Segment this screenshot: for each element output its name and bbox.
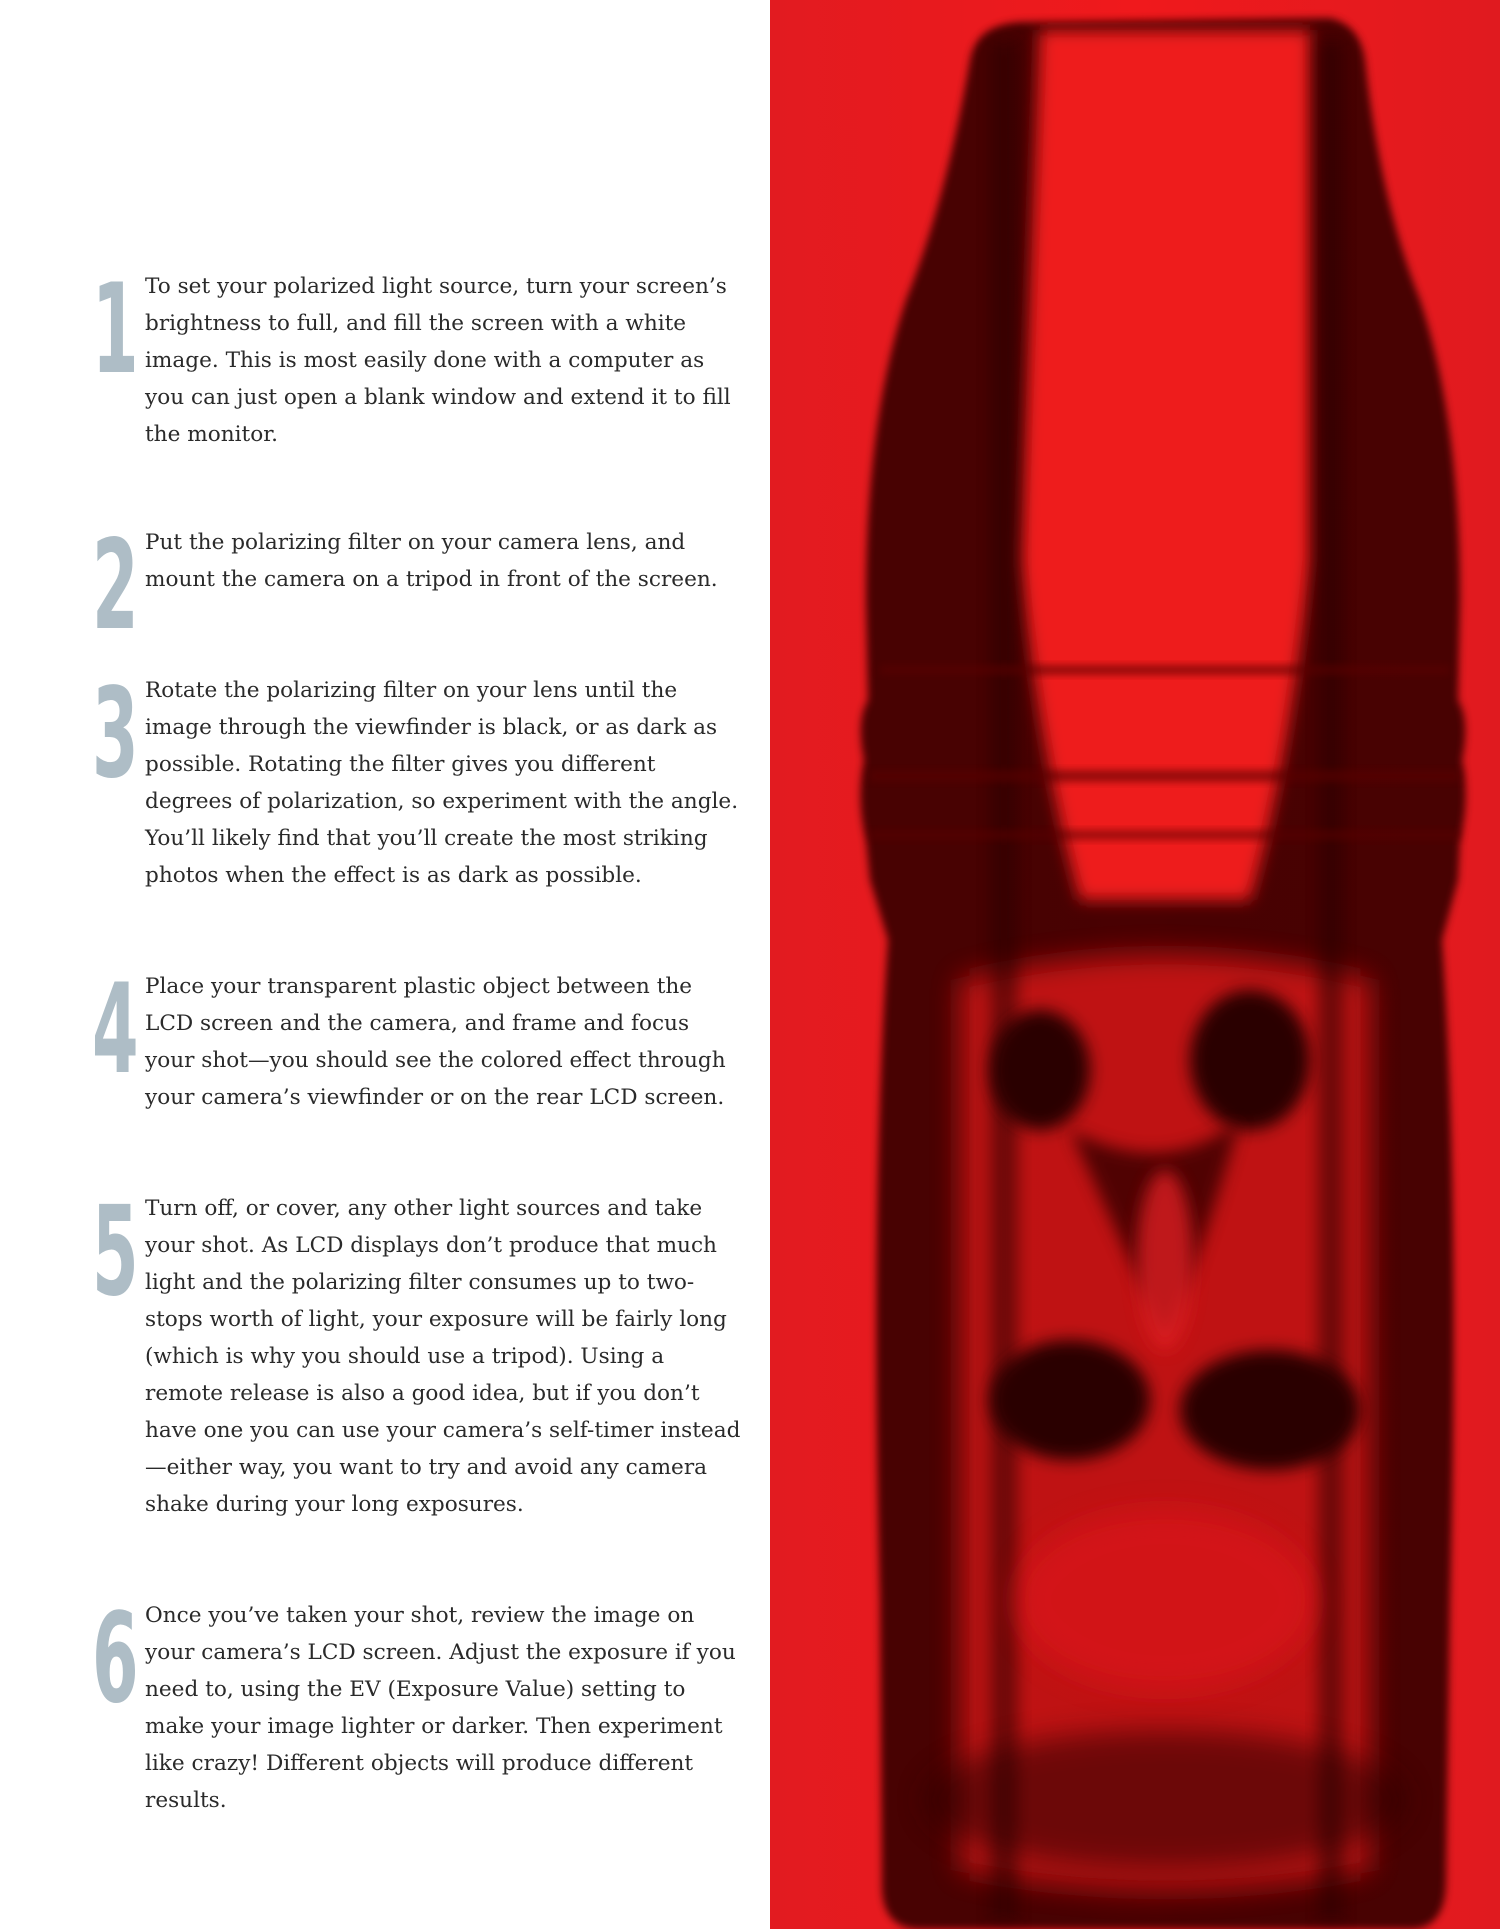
step-text: Rotate the polarizing filter on your lens until the image through the viewfinder is black, or as dark as possible. Rotating the filter gives you different degrees of polarization, so experiment with the angle. You’ll likely find that you’ll create the most striking photos when the effect is as dark as possible. [145,678,739,888]
bottle-photo-svg [770,0,1500,1929]
bottle-ring [870,830,1460,840]
step-number: 3 [92,662,139,806]
step-number: 2 [92,514,139,658]
light-core [1137,1170,1193,1350]
base-shadow [925,1730,1405,1870]
bottle-ring [880,665,1450,675]
step-number: 5 [92,1180,139,1324]
shadow-streak [1318,40,1344,1920]
bottle-ring [870,770,1460,782]
step-text: Place your transparent plastic object between the LCD screen and the camera, and frame and focus your shot—you should see the colored effect through your camera’s viewfinder or on the rear LCD screen. [145,974,726,1110]
step-text: To set your polarized light source, turn your screen’s brightness to full, and fill the screen with a white image. This is most easily done with a computer as you can just open a blank window and extend it to fill the monitor. [145,274,731,447]
light-core [1015,1510,1315,1690]
stress-blob [990,1340,1150,1460]
bottle-neck-highlight [1020,30,1310,900]
step-number: 1 [92,258,139,402]
stress-blob [1190,990,1310,1130]
step-text: Once you’ve taken your shot, review the image on your camera’s LCD screen. Adjust the exposure if you need to, using the EV (Exposure Value) setting to make your image lighter or darker. Then experiment like crazy! Different objects will produce different results. [145,1603,736,1813]
stress-blob [1180,1350,1360,1470]
step-text: Put the polarizing filter on your camera lens, and mount the camera on a tripod in front of the screen. [145,530,718,592]
bottle-photograph [770,0,1500,1929]
shadow-streak [990,40,1018,1920]
step-text: Turn off, or cover, any other light sources and take your shot. As LCD displays don’t produce that much light and the polarizing filter consumes up to two-stops worth of light, your exposure will be fairly long (which is why you should use a tripod). Using a remote release is also a good idea, but if you don’t have one you can use your camera’s self-timer instead—either way, you want to try and avoid any camera shake during your long exposures. [145,1196,741,1517]
step-number: 4 [92,958,139,1102]
stress-blob [990,1010,1090,1130]
step-number: 6 [92,1587,139,1731]
